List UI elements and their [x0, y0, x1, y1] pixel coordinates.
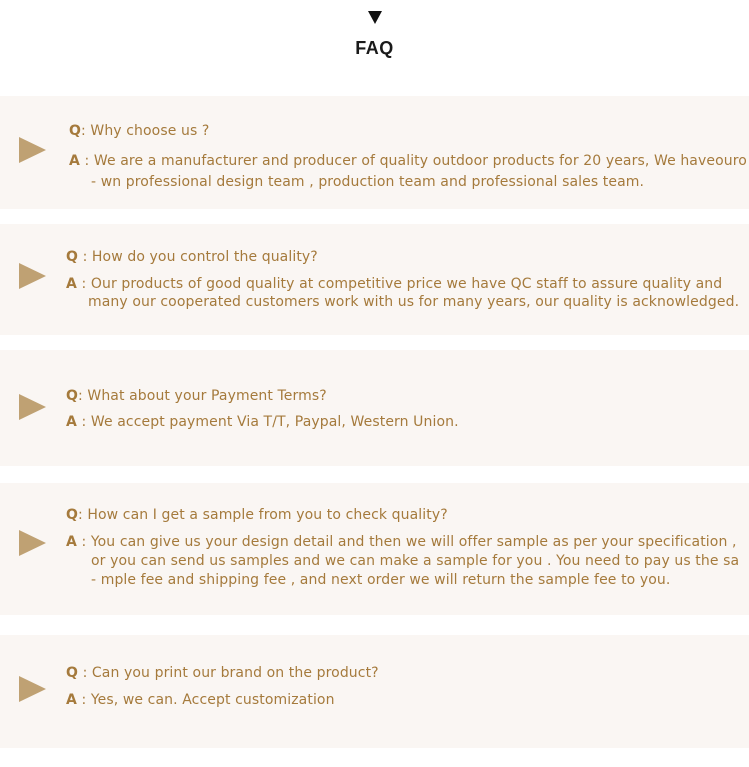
- answer-line: - wn professional design team , production team and professional sales team.: [91, 174, 645, 190]
- faq-item: [0, 350, 749, 466]
- question-text: : How can I get a sample from you to check quality?: [78, 507, 448, 523]
- faq-answer: [66, 414, 459, 430]
- answer-line: - mple fee and shipping fee , and next order we will return the sample fee to you.: [91, 572, 671, 588]
- answer-line: : Yes, we can. Accept customization: [76, 692, 335, 708]
- answer-prefix: A: [66, 692, 77, 708]
- question-text: : Can you print our brand on the product?: [78, 665, 379, 681]
- faq-question: [66, 388, 327, 404]
- faq-question: [66, 665, 379, 681]
- faq-question: [66, 507, 448, 523]
- faq-item: [0, 224, 749, 335]
- faq-answer: [69, 153, 747, 190]
- faq-item: [0, 483, 749, 615]
- question-prefix: Q: [66, 249, 79, 265]
- answer-line: : Our products of good quality at competitive price we have QC staff to assure quality and: [76, 276, 723, 292]
- play-triangle-icon: [19, 394, 46, 420]
- answer-line: : We accept payment Via T/T, Paypal, Western Union.: [76, 414, 459, 430]
- answer-line: many our cooperated customers work with us for many years, our quality is acknowledged.: [88, 294, 740, 310]
- answer-prefix: A: [66, 534, 77, 550]
- play-triangle-icon: [19, 530, 46, 556]
- play-triangle-icon: [19, 137, 46, 163]
- answer-prefix: A: [69, 153, 80, 169]
- down-triangle-icon: [368, 11, 382, 24]
- question-prefix: Q: [66, 388, 79, 404]
- answer-line: : We are a manufacturer and producer of quality outdoor products for 20 years, We haveouro: [79, 153, 747, 169]
- faq-question: [69, 123, 209, 139]
- question-prefix: Q: [66, 507, 79, 523]
- question-prefix: Q: [69, 123, 82, 139]
- faq-item: [0, 96, 749, 209]
- answer-prefix: A: [66, 276, 77, 292]
- answer-prefix: A: [66, 414, 77, 430]
- answer-line: : You can give us your design detail and then we will offer sample as per your specification ,: [76, 534, 737, 550]
- play-triangle-icon: [19, 263, 46, 289]
- question-text: : Why choose us ?: [81, 123, 210, 139]
- question-text: : What about your Payment Terms?: [78, 388, 327, 404]
- question-text: : How do you control the quality?: [78, 249, 318, 265]
- answer-line: or you can send us samples and we can make a sample for you . You need to pay us the sa: [91, 553, 740, 569]
- faq-item: [0, 635, 749, 748]
- faq-header: [0, 0, 749, 96]
- question-prefix: Q: [66, 665, 79, 681]
- page-title: FAQ: [355, 38, 394, 58]
- faq-question: [66, 249, 318, 265]
- faq-answer: [66, 534, 739, 588]
- faq-answer: [66, 692, 335, 708]
- play-triangle-icon: [19, 676, 46, 702]
- faq-answer: [66, 276, 739, 310]
